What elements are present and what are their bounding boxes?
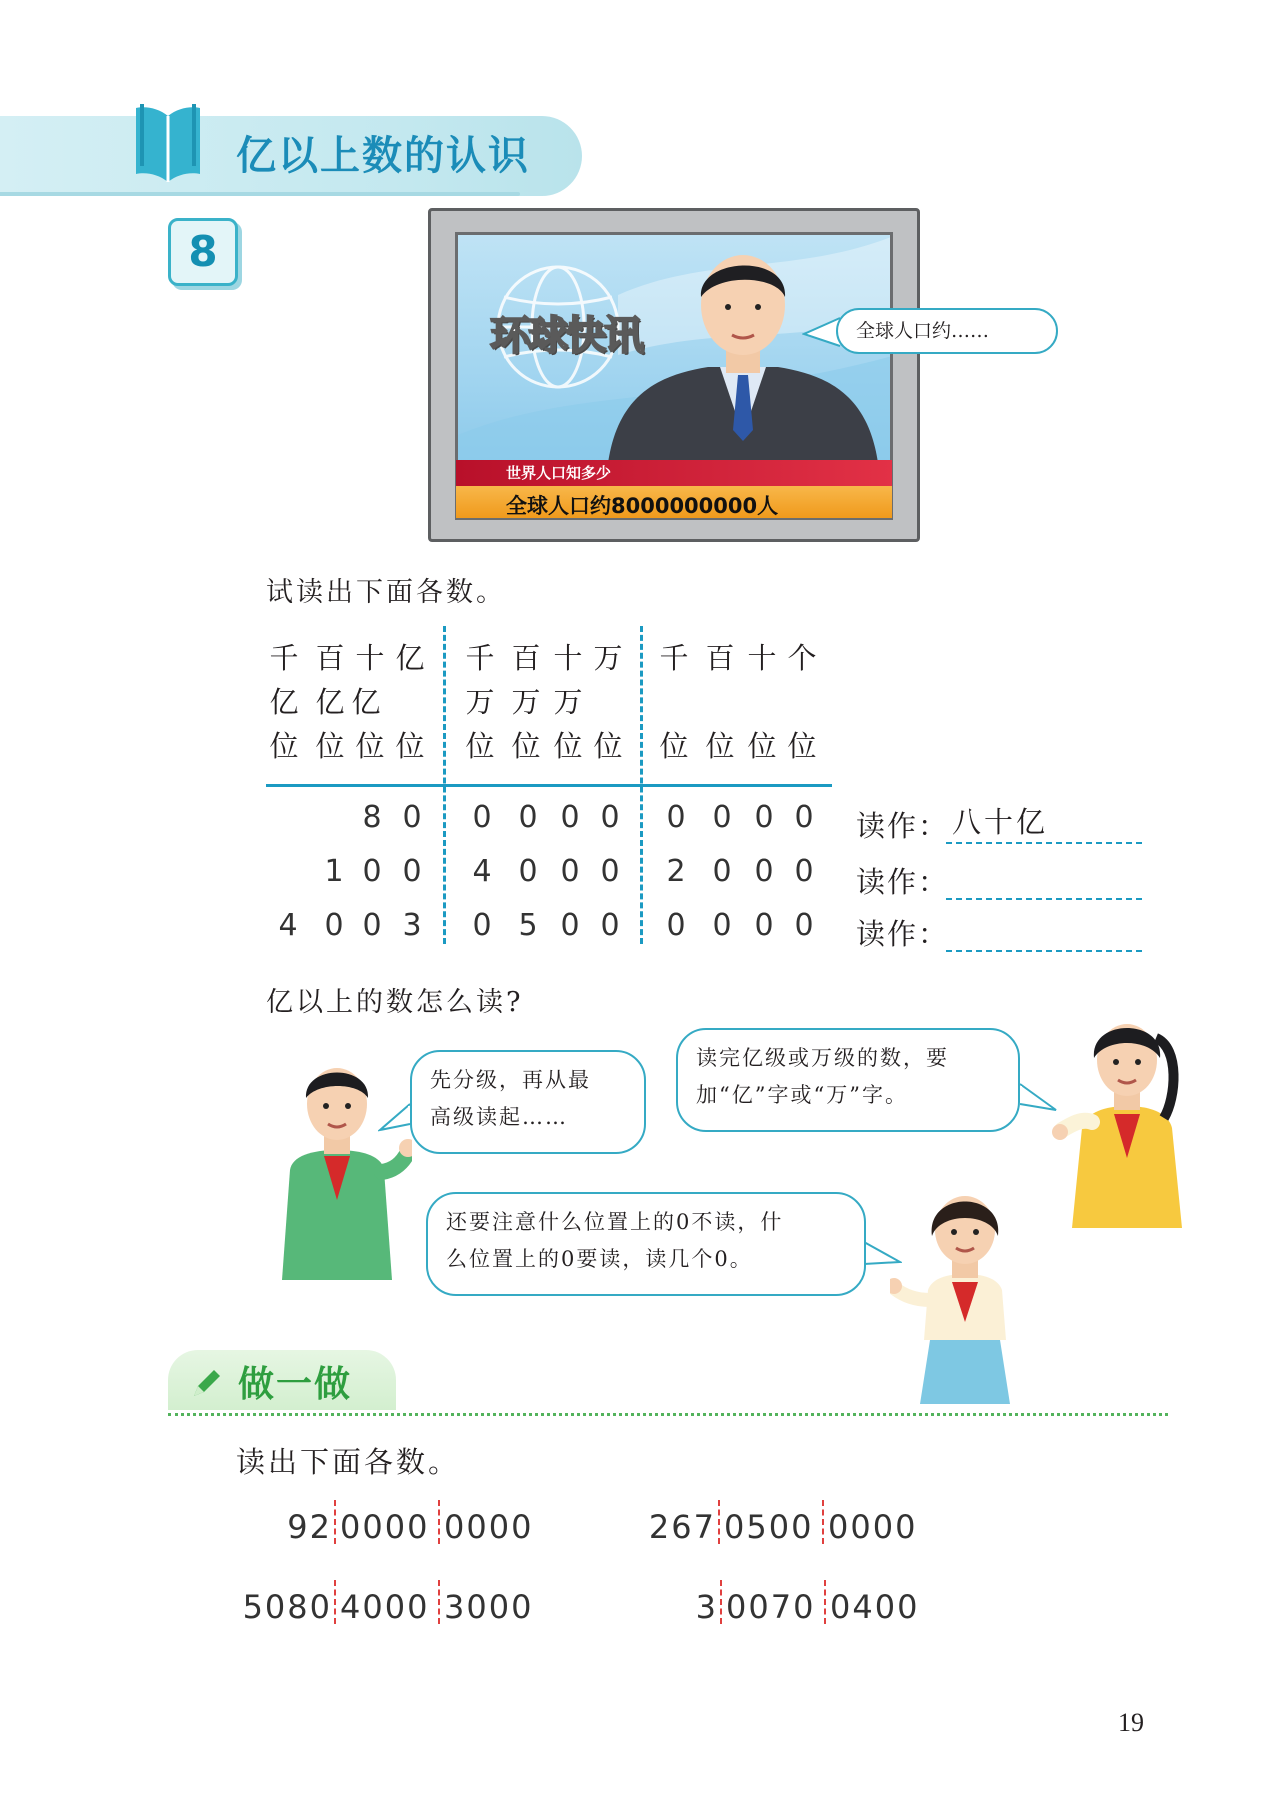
header-bai-3: 位 xyxy=(705,729,735,763)
header-baiyi-3: 位 xyxy=(315,729,345,763)
boy-speech-line-2: 高级读起…… xyxy=(430,1105,568,1129)
practice-separator xyxy=(334,1580,336,1624)
digit-cell: 0 xyxy=(518,800,538,835)
practice-title: 做一做 xyxy=(238,1364,353,1405)
practice-num-2-part-2: 0500 xyxy=(724,1508,814,1546)
practice-num-1-part-2: 0000 xyxy=(340,1508,430,1546)
digit-cell: 0 xyxy=(518,854,538,889)
book-icon xyxy=(132,96,204,182)
girl1-speech-line-2: 加“亿”字或“万”字。 xyxy=(696,1083,908,1107)
read-as-label-3: 读作： xyxy=(856,917,950,951)
girl2-speech-line-2: 么位置上的0要读，读几个0。 xyxy=(446,1247,753,1271)
practice-num-1-part-1: 92 xyxy=(287,1508,332,1546)
header-shi: 十 xyxy=(747,641,777,675)
header-qian: 千 xyxy=(659,641,689,675)
header-baiwan-3: 位 xyxy=(511,729,541,763)
digit-cell: 0 xyxy=(794,854,814,889)
practice-divider xyxy=(168,1413,1168,1416)
digit-cell: 0 xyxy=(754,908,774,943)
bubble-tail-girl2 xyxy=(862,1238,902,1278)
digit-cell: 0 xyxy=(472,800,492,835)
digit-cell: 0 xyxy=(794,800,814,835)
practice-num-3-part-1: 5080 xyxy=(242,1588,332,1626)
digit-cell: 0 xyxy=(600,854,620,889)
answer-line-3 xyxy=(946,950,1142,952)
practice-num-4-part-1: 3 xyxy=(695,1588,718,1626)
digit-cell: 0 xyxy=(402,800,422,835)
girl-illustration-2 xyxy=(890,1190,1040,1404)
bubble-tail-boy xyxy=(378,1100,412,1140)
header-ge-3: 位 xyxy=(787,729,817,763)
header-shiyi: 十 xyxy=(355,641,385,675)
header-qianyi-2: 亿 xyxy=(269,685,299,719)
digit-cell: 0 xyxy=(402,854,422,889)
header-shiwan-3: 位 xyxy=(553,729,583,763)
header-baiwan-2: 万 xyxy=(511,685,541,719)
practice-separator xyxy=(718,1500,720,1544)
header-shiwan: 十 xyxy=(553,641,583,675)
header-baiyi-2: 亿 xyxy=(315,685,345,719)
digit-cell: 0 xyxy=(324,908,344,943)
practice-num-2-part-3: 0000 xyxy=(828,1508,918,1546)
practice-separator xyxy=(824,1580,826,1624)
practice-separator xyxy=(720,1580,722,1624)
digit-cell: 0 xyxy=(666,908,686,943)
header-shiyi-3: 位 xyxy=(355,729,385,763)
header-shi-3: 位 xyxy=(747,729,777,763)
section-header-underline xyxy=(0,192,520,196)
reading-question: 亿以上的数怎么读? xyxy=(266,987,524,1018)
digit-cell: 1 xyxy=(324,854,344,889)
example-number-badge: 8 xyxy=(168,218,238,286)
digit-cell: 0 xyxy=(600,908,620,943)
digit-cell: 0 xyxy=(712,854,732,889)
header-shiyi-2: 亿 xyxy=(351,685,381,719)
header-qianyi-3: 位 xyxy=(269,729,299,763)
digit-cell: 8 xyxy=(362,800,382,835)
digit-cell: 0 xyxy=(754,854,774,889)
digit-cell: 0 xyxy=(754,800,774,835)
read-as-answer-1: 八十亿 xyxy=(952,805,1049,839)
section-title: 亿以上数的认识 xyxy=(236,133,530,179)
page-number: 19 xyxy=(1118,1708,1144,1737)
digit-cell: 0 xyxy=(362,908,382,943)
digit-cell: 0 xyxy=(560,908,580,943)
boy-speech-bubble xyxy=(410,1050,646,1154)
ticker-red-text: 世界人口知多少 xyxy=(506,464,612,482)
header-yi-3: 位 xyxy=(395,729,425,763)
practice-num-4-part-3: 0400 xyxy=(830,1588,920,1626)
practice-num-1-part-3: 0000 xyxy=(444,1508,534,1546)
digit-cell: 0 xyxy=(560,854,580,889)
practice-num-3-part-3: 3000 xyxy=(444,1588,534,1626)
header-ge: 个 xyxy=(787,641,817,675)
girl1-speech-bubble xyxy=(676,1028,1020,1132)
digit-cell: 0 xyxy=(472,908,492,943)
header-wan: 万 xyxy=(593,641,623,675)
digit-cell: 4 xyxy=(278,908,298,943)
digit-cell: 2 xyxy=(666,854,686,889)
digit-cell: 0 xyxy=(712,908,732,943)
practice-separator xyxy=(438,1500,440,1544)
digit-cell: 3 xyxy=(402,908,422,943)
table-rule xyxy=(266,784,832,787)
girl-illustration-1 xyxy=(1052,1018,1202,1228)
girl1-speech-line-1: 读完亿级或万级的数，要 xyxy=(696,1046,949,1070)
answer-line-2 xyxy=(946,898,1142,900)
header-bai: 百 xyxy=(705,641,735,675)
header-baiyi: 百 xyxy=(315,641,345,675)
header-baiwan: 百 xyxy=(511,641,541,675)
practice-separator xyxy=(438,1580,440,1624)
digit-cell: 0 xyxy=(666,800,686,835)
practice-num-2-part-1: 267 xyxy=(648,1508,716,1546)
boy-illustration xyxy=(262,1060,412,1280)
practice-num-3-part-2: 4000 xyxy=(340,1588,430,1626)
bubble-tail-girl1 xyxy=(1018,1080,1058,1120)
header-shiwan-2: 万 xyxy=(553,685,583,719)
practice-separator xyxy=(822,1500,824,1544)
practice-num-4-part-2: 0070 xyxy=(726,1588,816,1626)
ticker-orange-text: 全球人口约8000000000人 xyxy=(506,494,779,518)
header-wan-3: 位 xyxy=(593,729,623,763)
digit-cell: 0 xyxy=(600,800,620,835)
digit-cell: 4 xyxy=(472,854,492,889)
girl2-speech-bubble xyxy=(426,1192,866,1296)
header-qianwan-3: 位 xyxy=(465,729,495,763)
practice-separator xyxy=(334,1500,336,1544)
header-qianwan-2: 万 xyxy=(465,685,495,719)
read-as-label-1: 读作： xyxy=(856,809,950,843)
answer-line-1 xyxy=(946,842,1142,844)
header-qian-3: 位 xyxy=(659,729,689,763)
anchor-speech-bubble: 全球人口约…… xyxy=(836,308,1058,354)
digit-cell: 0 xyxy=(362,854,382,889)
boy-speech-line-1: 先分级，再从最 xyxy=(430,1068,591,1092)
digit-cell: 0 xyxy=(712,800,732,835)
digit-cell: 0 xyxy=(794,908,814,943)
digit-cell: 0 xyxy=(560,800,580,835)
reading-prompt: 试读出下面各数。 xyxy=(266,577,506,608)
girl2-speech-line-1: 还要注意什么位置上的0不读，什 xyxy=(446,1210,784,1234)
read-as-label-2: 读作： xyxy=(856,865,950,899)
header-qianwan: 千 xyxy=(465,641,495,675)
pencil-icon xyxy=(190,1366,224,1400)
digit-cell: 5 xyxy=(518,908,538,943)
header-yi: 亿 xyxy=(395,641,425,675)
news-logo: 环球快讯 xyxy=(490,313,642,359)
practice-prompt: 读出下面各数。 xyxy=(236,1445,461,1479)
header-qianyi: 千 xyxy=(269,641,299,675)
